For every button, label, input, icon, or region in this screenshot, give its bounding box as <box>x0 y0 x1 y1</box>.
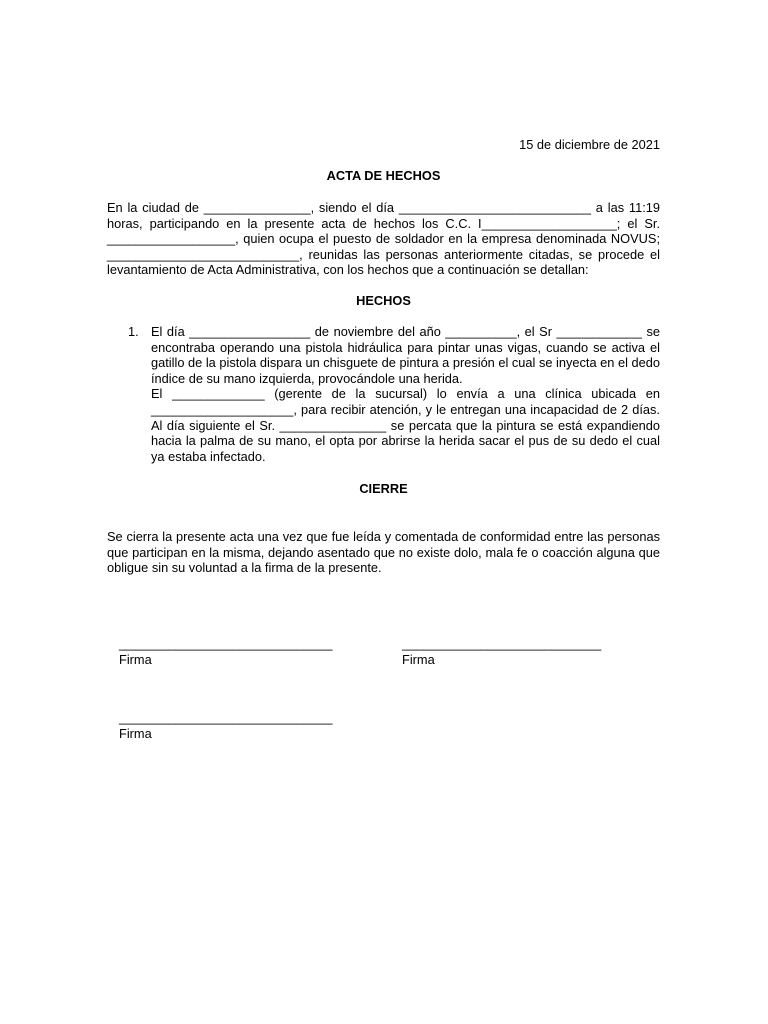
signature-block-1 <box>119 636 333 667</box>
facts-paragraph-2: El _____________ (gerente de la sucursal) lo envía a una clínica ubicada en ____________________, para recibir atención, y le entregan una incapacidad de 2 días. Al día siguiente el Sr. _______________ se percata que la pintura se está expandiendo hacia la palma de su mano, el opta por abrirse la herida sacar el pus de su dedo el cual ya estaba infectado. <box>151 386 660 464</box>
facts-paragraph-1: El día _________________ de noviembre del año __________, el Sr ____________ se encontraba operando una pistola hidráulica para pintar unas vigas, cuando se activa el gatillo de la pistola dispara un chisguete de pintura a presión el cual se inyecta en el dedo índice de su mano izquierda, provocándole una herida. <box>151 324 660 386</box>
signature-label: Firma <box>402 651 435 667</box>
cierre-heading: CIERRE <box>359 481 408 496</box>
document-date: 15 de diciembre de 2021 <box>519 137 660 152</box>
signature-line: ______________________________ <box>119 636 333 651</box>
signature-label: Firma <box>119 725 152 741</box>
intro-paragraph: En la ciudad de _______________, siendo el día ___________________________ a las 11:19 horas, participando en la presente acta de hechos los C.C. I___________________; el Sr. __________________, quien ocupa el puesto de soldador en la empresa denominada NOVUS; ___________________________, reunidas las personas anteriormente citadas, se procede el levantamiento de Acta Administrativa, con los hechos que a continuación se detallan: <box>107 200 660 278</box>
signature-block-2 <box>402 636 601 667</box>
facts-list-item <box>128 324 660 464</box>
facts-item-number: 1. <box>128 324 139 339</box>
signature-line: ____________________________ <box>402 636 602 651</box>
signature-line: ______________________________ <box>119 710 333 725</box>
signature-label: Firma <box>119 651 152 667</box>
closing-paragraph: Se cierra la presente acta una vez que fue leída y comentada de conformidad entre las personas que participan en la misma, dejando asentado que no existe dolo, mala fe o coacción alguna que obligue sin su voluntad a la firma de la presente. <box>107 529 660 576</box>
signature-block-3 <box>119 710 333 741</box>
document-title: ACTA DE HECHOS <box>326 168 441 183</box>
hechos-heading: HECHOS <box>356 293 411 308</box>
